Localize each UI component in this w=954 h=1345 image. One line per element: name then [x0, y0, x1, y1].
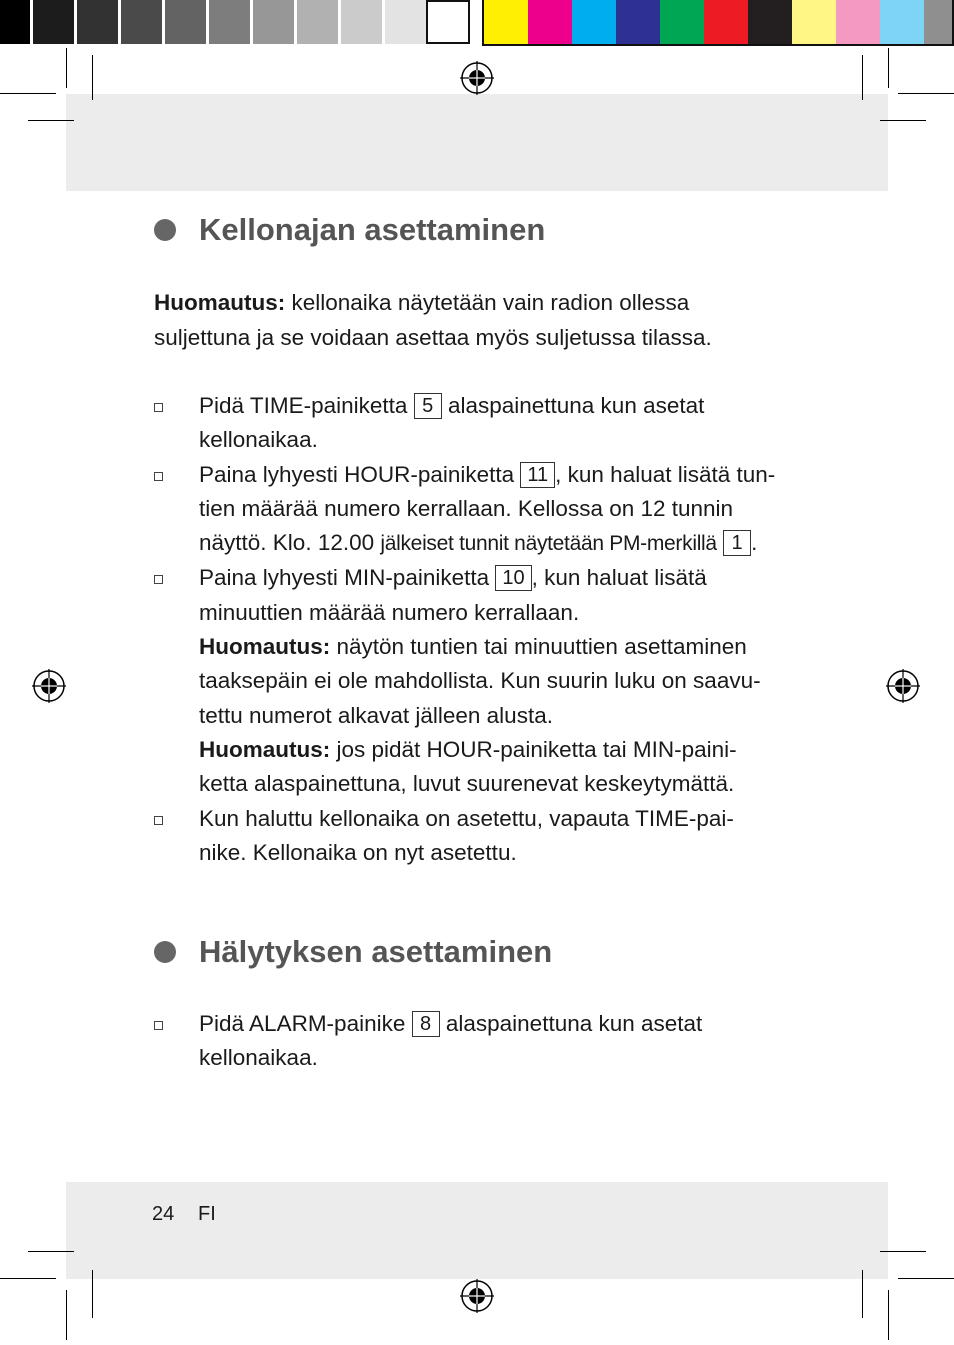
item-text: jälkeiset tunnit näytetään PM-merkillä — [380, 532, 717, 556]
checkbox-bullet-icon — [154, 472, 163, 481]
crop-mark — [888, 1290, 889, 1340]
crop-mark — [862, 55, 863, 100]
item-line: tettu numerot alkavat jälleen alusta. — [199, 702, 553, 728]
gray-swatch — [33, 0, 74, 44]
note-label: Huomautus: — [154, 290, 286, 315]
registration-mark-icon — [460, 61, 494, 95]
item-text: , kun haluat lisätä — [531, 565, 707, 591]
reference-number: 8 — [412, 1011, 440, 1037]
item-line — [199, 1007, 804, 1041]
item-text: Pidä TIME-painiketta — [199, 393, 414, 418]
note-paragraph — [154, 286, 804, 355]
crop-mark — [898, 93, 954, 94]
item-text: alaspainettuna kun asetat — [441, 393, 705, 418]
item-text: Paina lyhyesti HOUR-painiketta — [199, 461, 521, 487]
crop-mark — [92, 1270, 93, 1318]
item-line — [199, 526, 804, 561]
crop-mark — [880, 120, 926, 121]
gray-swatch — [165, 0, 206, 44]
gray-swatch — [209, 0, 250, 44]
item-line — [199, 733, 804, 767]
item-line — [199, 630, 804, 664]
crop-mark — [0, 1278, 56, 1279]
item-text: alaspainettuna kun asetat — [439, 1011, 703, 1036]
crop-mark — [66, 48, 67, 88]
item-text: , kun haluat lisätä tun- — [555, 461, 776, 487]
item-text: näyttö. Klo. 12.00 — [199, 530, 381, 556]
registration-mark-icon — [460, 1279, 494, 1313]
item-line — [199, 389, 804, 423]
process-bar-frame — [482, 0, 954, 46]
page-number: 24 — [152, 1203, 175, 1225]
reference-number: 1 — [723, 530, 751, 556]
item-line: Kun haluttu kellonaika on asetettu, vapauta TIME-pai- — [199, 805, 734, 831]
list-item — [154, 458, 804, 562]
crop-mark — [28, 120, 74, 121]
crop-mark — [66, 1290, 67, 1340]
note-line — [154, 286, 804, 321]
list-item — [154, 389, 804, 458]
item-text: jos pidät HOUR-painiketta tai MIN-paini- — [330, 736, 737, 762]
gray-swatch — [297, 0, 338, 44]
note-label: Huomautus: — [199, 736, 331, 762]
language-code: FI — [198, 1203, 216, 1225]
crop-mark — [0, 93, 56, 94]
bullet-dot-icon — [154, 941, 176, 963]
footer-band — [66, 1182, 888, 1279]
item-line: tien määrää numero kerrallaan. Kellossa on 12 tunnin — [199, 495, 734, 521]
section-heading-time — [154, 212, 545, 248]
crop-mark — [880, 1251, 926, 1252]
gray-swatch — [385, 0, 426, 44]
gray-swatch — [77, 0, 118, 44]
checkbox-bullet-icon — [154, 816, 163, 825]
gray-swatch — [121, 0, 162, 44]
item-line: minuuttien määrää numero kerrallaan. — [199, 599, 580, 625]
item-line — [199, 561, 804, 595]
registration-mark-icon — [886, 669, 920, 703]
crop-mark — [888, 48, 889, 88]
reference-number: 10 — [495, 565, 531, 591]
item-text: . — [751, 530, 758, 556]
instruction-list-time — [154, 389, 804, 870]
item-text: näytön tuntien tai minuuttien asettaminen — [330, 634, 747, 660]
item-line: kellonaikaa. — [199, 427, 318, 453]
list-item — [154, 802, 804, 871]
checkbox-bullet-icon — [154, 575, 163, 584]
checkbox-bullet-icon — [154, 403, 163, 412]
crop-mark — [28, 1251, 74, 1252]
crop-mark — [862, 1270, 863, 1318]
note-text: kellonaika näytetään vain radion ollessa — [285, 290, 690, 315]
note-line: suljettuna ja se voidaan asettaa myös suljetussa tilassa. — [154, 324, 712, 350]
gray-swatch — [426, 0, 470, 44]
item-line: nike. Kellonaika on nyt asetettu. — [199, 839, 517, 865]
item-line: kellonaikaa. — [199, 1045, 318, 1071]
note-label: Huomautus: — [199, 634, 331, 660]
gray-swatch — [341, 0, 382, 44]
item-line — [199, 458, 804, 492]
gray-swatch — [253, 0, 294, 44]
item-text: Pidä ALARM-painike — [199, 1011, 412, 1036]
registration-mark-icon — [32, 669, 66, 703]
reference-number: 5 — [414, 393, 442, 419]
item-line: ketta alaspainettuna, luvut suurenevat keskeytymättä. — [199, 771, 735, 797]
gray-swatch — [0, 0, 30, 44]
header-band — [66, 94, 888, 191]
reference-number: 11 — [520, 462, 555, 488]
section-heading-alarm — [154, 934, 552, 970]
instruction-list-alarm — [154, 1007, 804, 1076]
section-title: Kellonajan asettaminen — [199, 212, 546, 247]
item-line: taaksepäin ei ole mahdollista. Kun suurin luku on saavu- — [199, 668, 761, 694]
checkbox-bullet-icon — [154, 1021, 163, 1030]
crop-mark — [898, 1278, 954, 1279]
item-text: Paina lyhyesti MIN-painiketta — [199, 565, 496, 591]
section-title: Hälytyksen asettaminen — [199, 934, 553, 969]
list-item — [154, 1007, 804, 1076]
crop-mark — [92, 55, 93, 100]
bullet-dot-icon — [154, 219, 176, 241]
list-item — [154, 561, 804, 801]
